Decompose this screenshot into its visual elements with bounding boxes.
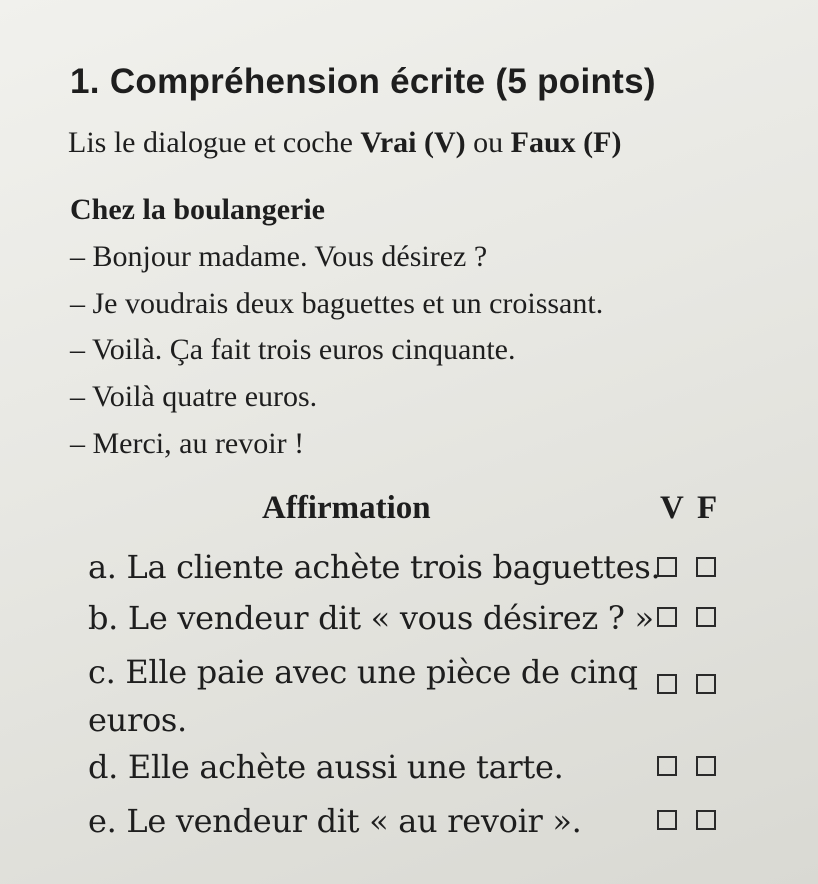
instructions-faux: Faux (F) bbox=[510, 126, 622, 159]
checkbox-c-vrai[interactable] bbox=[657, 674, 677, 694]
f-header: F bbox=[697, 490, 718, 526]
statement-e: e. Le vendeur dit « au revoir ». bbox=[88, 802, 582, 840]
statement-d: d. Elle achète aussi une tarte. bbox=[88, 748, 564, 786]
dialogue-line: – Bonjour madame. Vous désirez ? bbox=[70, 240, 488, 273]
checkbox-e-faux[interactable] bbox=[696, 810, 716, 830]
affirmation-header: Affirmation bbox=[262, 490, 431, 526]
checkbox-d-vrai[interactable] bbox=[657, 756, 677, 776]
instructions-middle: ou bbox=[465, 126, 511, 159]
checkbox-b-vrai[interactable] bbox=[657, 607, 677, 627]
checkbox-a-faux[interactable] bbox=[696, 557, 716, 577]
statement-c: c. Elle paie avec une pièce de cinq euros. bbox=[88, 653, 638, 739]
checkbox-b-faux[interactable] bbox=[696, 607, 716, 627]
instructions bbox=[68, 126, 621, 160]
instructions-vrai: Vrai (V) bbox=[360, 126, 466, 159]
dialogue-heading: Chez la boulangerie bbox=[70, 193, 325, 226]
statement-a: a. La cliente achète trois baguettes. bbox=[88, 548, 661, 586]
dialogue-line: – Je voudrais deux baguettes et un croissant. bbox=[70, 287, 604, 320]
dialogue-line: – Voilà quatre euros. bbox=[70, 380, 318, 413]
exercise-title: 1. Compréhension écrite (5 points) bbox=[70, 62, 656, 101]
checkbox-d-faux[interactable] bbox=[696, 756, 716, 776]
v-header: V bbox=[660, 490, 684, 526]
dialogue-line: – Merci, au revoir ! bbox=[70, 427, 305, 460]
checkbox-c-faux[interactable] bbox=[696, 674, 716, 694]
dialogue-line: – Voilà. Ça fait trois euros cinquante. bbox=[70, 333, 516, 366]
instructions-prefix: Lis le dialogue et coche bbox=[68, 126, 361, 159]
statement-b: b. Le vendeur dit « vous désirez ? » bbox=[88, 599, 654, 637]
checkbox-a-vrai[interactable] bbox=[657, 557, 677, 577]
checkbox-e-vrai[interactable] bbox=[657, 810, 677, 830]
